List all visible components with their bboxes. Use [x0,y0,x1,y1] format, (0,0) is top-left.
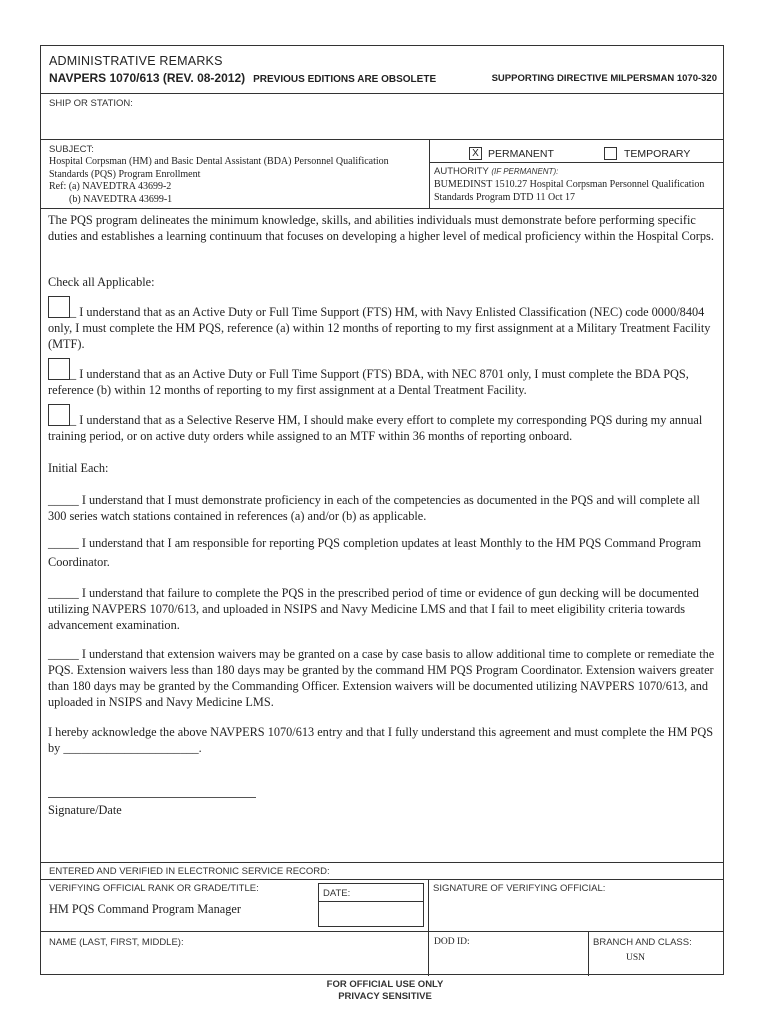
check-item-2: _ I understand that as an Active Duty or Full Time Support (FTS) BDA, with NEC 8701 only, I must complete the BDA PQS, reference (b) within 12 months of reporting to my first assignment at a Dental Treatment Facility. [48,358,717,398]
verifying-official-label: VERIFYING OFFICIAL RANK OR GRADE/TITLE: [49,883,259,894]
intro-paragraph: The PQS program delineates the minimum knowledge, skills, and abilities individuals must demonstrate before performing specific duties and establishes a learning continuum that focuses on developing a higher level of medical proficiency within the Hospital Corps. [48,213,714,243]
initial-each-heading: Initial Each: [48,461,109,475]
signature-date-label: Signature/Date [48,803,122,817]
checkbox-active-duty-hm[interactable] [48,296,70,318]
subject-ref: Ref: (a) NAVEDTRA 43699-2 [49,181,172,192]
initial-item-2 [48,534,717,572]
signature-line[interactable] [48,797,256,798]
authority-line: Standards Program DTD 11 Oct 17 [434,191,575,203]
acknowledgement-text: I hereby acknowledge the above NAVPERS 1070/613 entry and that I fully understand this agreement and must complete the HM PQS by [48,725,714,755]
name-label: NAME (LAST, FIRST, MIDDLE): [49,937,184,948]
initial-item-text: I understand that I am responsible for reporting PQS completion updates at least Monthly to the HM PQS Command Program Coordinator. [48,536,702,569]
initial-item-text: I understand that extension waivers may be granted on a case by case basis to allow additional time to complete or remediate the PQS. Extension waivers less than 180 days may be granted by the command HM PQS Program Coordinator. Extension waivers greater than 180 days may be granted by the Commanding Officer. Extension waivers will be documented utilizing NAVPERS 1070/613, and uploaded in NSIPS and Navy Medicine LMS. [48,647,715,709]
initial-blank[interactable]: _____ [48,586,79,600]
footer-privacy: PRIVACY SENSITIVE [338,991,432,1002]
initial-blank[interactable]: _____ [48,493,79,507]
branch-class-value[interactable]: USN [626,953,646,963]
initial-item-1 [48,492,717,524]
initial-blank[interactable]: _____ [48,536,79,550]
subject-line: Standards (PQS) Program Enrollment [49,168,201,180]
check-all-heading: Check all Applicable: [48,275,155,289]
branch-class-label: BRANCH AND CLASS: [593,937,692,948]
initial-item-text: I understand that failure to complete the PQS in the prescribed period of time or evidence of gun decking will be documented utilizing NAVPERS 1070/613, and uploaded in NSIPS and Navy Medicine LMS and that I fail to meet eligibility criteria towards advancement examination. [48,586,699,632]
initial-item-3 [48,585,717,633]
temporary-label: TEMPORARY [624,148,691,160]
footer-official-use: FOR OFFICIAL USE ONLY [326,979,444,990]
supporting-directive: SUPPORTING DIRECTIVE MILPERSMAN 1070-320 [491,73,717,84]
ship-field[interactable] [49,110,709,136]
verifying-signature-field[interactable] [433,896,718,928]
temporary-checkbox[interactable] [604,147,617,160]
permanent-checkbox[interactable]: X [469,147,482,160]
check-item-text: I understand that as a Selective Reserve HM, I should make every effort to complete my corresponding PQS during my annual training period, or on active duty orders while assigned to an MTF within 36 months of reporting onboard. [48,413,703,443]
subject-line: Hospital Corpsman (HM) and Basic Dental Assistant (BDA) Personnel Qualification [49,156,389,167]
check-item-3: _ I understand that as a Selective Reserve HM, I should make every effort to complete my corresponding PQS during my annual training period, or on active duty orders while assigned to an MTF within 36 months of reporting onboard. [48,404,717,444]
authority-label [434,166,558,177]
authority-note: (IF PERMANENT): [491,167,559,176]
verifying-official-value[interactable]: HM PQS Command Program Manager [49,902,241,916]
subject-ref: (b) NAVEDTRA 43699-1 [69,193,173,205]
admin-remarks-form [40,45,724,975]
dod-id-label: DOD ID: [434,937,470,947]
form-id-line [49,71,436,85]
check-item-text: I understand that as an Active Duty or Full Time Support (FTS) HM, with Navy Enlisted Classification (NEC) code 0000/8404 only, I must complete the HM PQS, reference (a) within 12 months of reporting to my first assignment at a Military Treatment Facility (MTF). [48,305,711,351]
check-item-text: I understand that as an Active Duty or Full Time Support (FTS) BDA, with NEC 8701 only, I must complete the BDA PQS, reference (b) within 12 months of reporting to my first assignment at a Dental Treatment Facility. [48,367,689,397]
dod-id-field[interactable] [434,951,584,973]
form-id: NAVPERS 1070/613 (REV. 08-2012) [49,71,246,85]
check-item-1: _ I understand that as an Active Duty or Full Time Support (FTS) HM, with Navy Enlisted Classification (NEC) code 0000/8404 only, I must complete the HM PQS, reference (a) within 12 months of reporting to my first assignment at a Military Treatment Facility (MTF). [48,296,717,352]
authority-text [434,179,704,204]
date-label: DATE: [323,888,351,899]
verifying-signature-label: SIGNATURE OF VERIFYING OFFICIAL: [433,883,606,894]
initial-blank[interactable]: _____ [48,647,79,661]
completion-date-blank[interactable]: ______________________. [63,741,202,755]
ship-label: SHIP OR STATION: [49,98,133,109]
permanent-label: PERMANENT [488,148,554,160]
name-field[interactable] [49,951,424,973]
authority-label-text: AUTHORITY [434,166,489,177]
date-field[interactable] [318,883,424,927]
obsolete-note: PREVIOUS EDITIONS ARE OBSOLETE [253,74,437,85]
subject-text [49,156,424,206]
initial-item-text: I understand that I must demonstrate proficiency in each of the competencies as documented in the PQS and will complete all 300 series watch stations contained in references (a) and/or (b) as applicable. [48,493,700,523]
form-title: ADMINISTRATIVE REMARKS [49,54,223,68]
acknowledgement [48,724,717,756]
checkbox-selective-reserve-hm[interactable] [48,404,70,426]
subject-label: SUBJECT: [49,144,94,155]
checkbox-active-duty-bda[interactable] [48,358,70,380]
entered-verified-label: ENTERED AND VERIFIED IN ELECTRONIC SERVICE RECORD: [49,866,330,877]
initial-item-4 [48,646,717,710]
authority-line: BUMEDINST 1510.27 Hospital Corpsman Personnel Qualification [434,179,705,190]
